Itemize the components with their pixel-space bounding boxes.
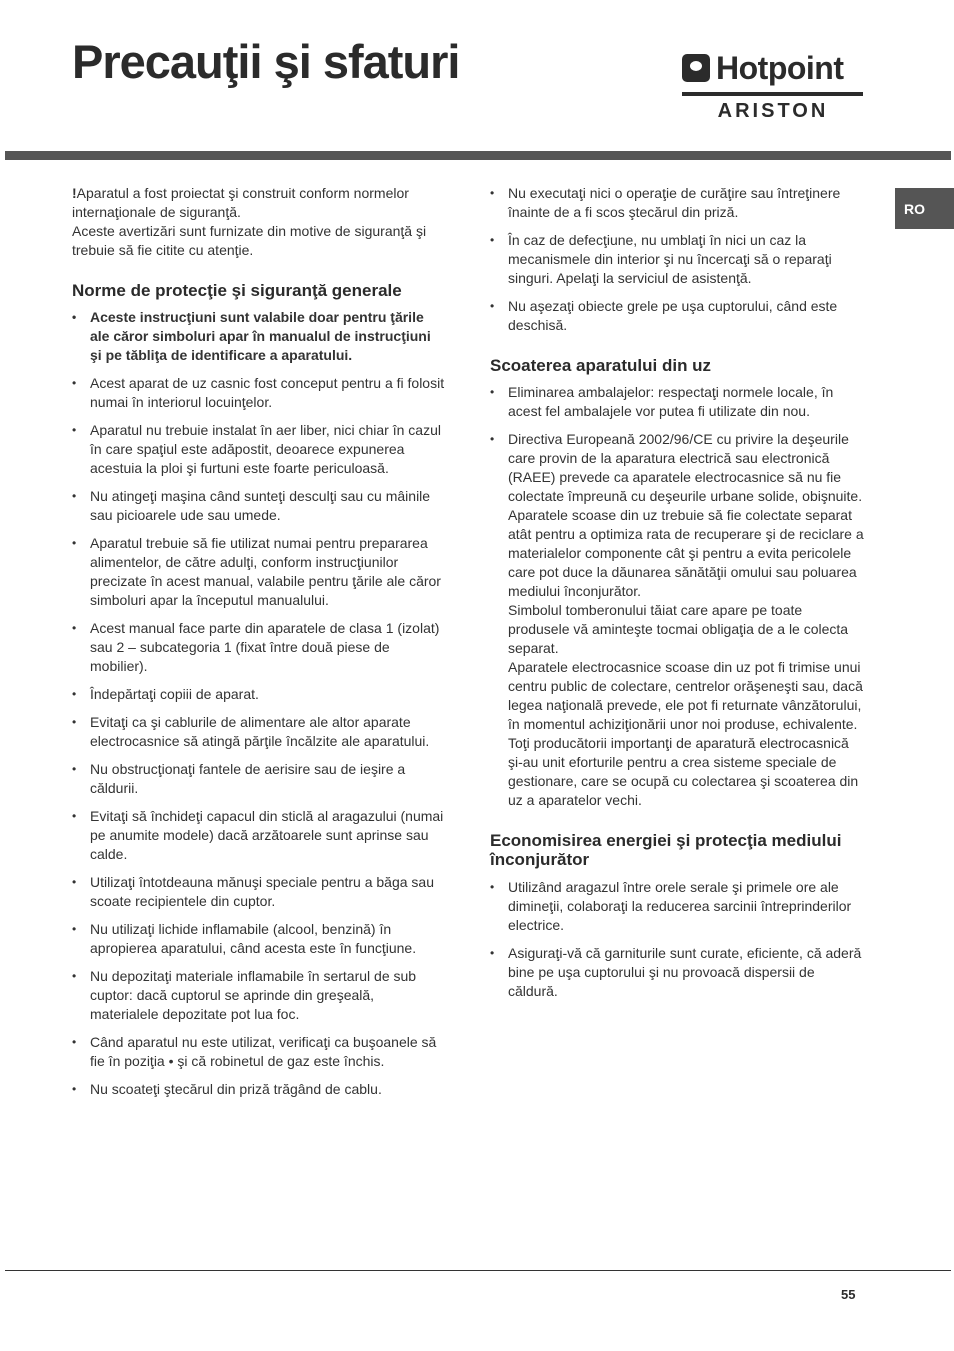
list-item: • Nu utilizaţi lichide inflamabile (alcool, benzină) în apropierea aparatului, când acesta este în funcţiune.: [72, 920, 446, 958]
section-heading-energy: Economisirea energiei şi protecţia mediului înconjurător: [490, 831, 842, 869]
list-item: • Aparatul nu trebuie instalat în aer liber, nici chiar în cazul în care spaţiul este adăpostit, deoarece expunerea acestuia la ploi şi furtuni este foarte periculoasă.: [72, 421, 446, 478]
logo-mark-icon: [682, 54, 710, 82]
logo-brand-text: Hotpoint: [716, 50, 844, 86]
page-number: 55: [841, 1287, 856, 1302]
list-item: • Nu obstrucţionaţi fantele de aerisire sau de ieşire a căldurii.: [72, 760, 446, 798]
general-rules-list: [72, 308, 446, 1099]
list-item: • Evitaţi să închideţi capacul din sticlă al aragazului (numai pe anumite modele) dacă arzătoarele sunt aprinse sau calde.: [72, 807, 446, 864]
intro-warning: [72, 184, 446, 260]
section-heading-disposal: Scoaterea aparatului din uz: [490, 356, 712, 375]
weee-paragraph-1: • Directiva Europeană 2002/96/CE cu privire la deşeurile care provin de la aparatura electrică sau electronică (RAEE) prevede ca aparatele electrocasnice să nu fie colectate împreună cu deşeurile urbane solide, obişnuite. Aparatele scoase din uz trebuie să fie colectate separat atât pentru a optimiza rata de recuperare şi de reciclare a materialelor componente cât şi pentru a evita pericolele care pot duce la dăunarea sănătăţii omului sau poluarea mediului înconjurător.: [508, 431, 864, 599]
weee-paragraph-4: Toţi producătorii importanţi de aparatură electrocasnică şi-au unit eforturile pentru a crea sisteme speciale de gestionare, care se ocupă cu colectarea şi scoaterea din uz a aparatelor vechi.: [508, 735, 859, 808]
list-item: • Acest aparat de uz casnic fost conceput pentru a fi folosit numai în interiorul locuinţelor.: [72, 374, 446, 412]
section-heading-general: Norme de protecţie şi siguranţă generale: [72, 281, 402, 300]
list-item: • Acest manual face parte din aparatele de clasa 1 (izolat) sau 2 – subcategoria 1 (fixat între două piese de mobilier).: [72, 619, 446, 676]
general-rules-list-continued: [490, 184, 866, 335]
list-item: • Nu atingeţi maşina când sunteţi desculţi sau cu mâinile sau picioarele ude sau umede.: [72, 487, 446, 525]
language-tab: RO: [895, 188, 954, 229]
list-item: • Utilizând aragazul între orele serale şi primele ore ale dimineţii, colaboraţi la reducerea sarcinii întreprinderilor electrice.: [490, 878, 866, 935]
right-column: [490, 184, 866, 1010]
list-item: • Eliminarea ambalajelor: respectaţi normele locale, în acest fel ambalajele vor putea fi utilizate din nou.: [490, 383, 866, 421]
list-item: • Asiguraţi-vă că garniturile sunt curate, eficiente, că aderă bine pe uşa cuptorului şi nu provoacă dispersii de căldură.: [490, 944, 866, 1001]
logo-sub-text: ARISTON: [717, 100, 829, 122]
list-item: • Aparatul trebuie să fie utilizat numai pentru prepararea alimentelor, de către adulţi, conform instrucţiunilor precizate în acest manual, valabile pentru ţările ale căror simboluri apar la începutul manualului.: [72, 534, 446, 610]
list-item: • Utilizaţi întotdeauna mănuşi speciale pentru a băga sau scoate recipientele din cuptor.: [72, 873, 446, 911]
intro-line-2: Aceste avertizări sunt furnizate din motive de siguranţă şi trebuie să fie citite cu atenţie.: [72, 223, 427, 258]
disposal-list: [490, 383, 866, 810]
weee-paragraph-3: Aparatele electrocasnice scoase din uz pot fi trimise unui centru public de colectare, centrelor orăşeneşti sau, dacă legea naţională prevede, ele pot fi returnate vânzătorului, în momentul achiziţionării unor noi produse, echivalente.: [508, 659, 863, 732]
list-item: • Când aparatul nu este utilizat, verificaţi ca buşoanele să fie în poziţia • şi că robinetul de gaz este închis.: [72, 1033, 446, 1071]
left-column: [72, 184, 446, 1108]
list-item: • Nu depozitaţi materiale inflamabile în sertarul de sub cuptor: dacă cuptorul se aprinde din greşeală, materialele depozitate pot lua foc.: [72, 967, 446, 1024]
brand-logo: [682, 50, 864, 126]
footer-rule: [5, 1270, 951, 1271]
list-item: • Nu aşezaţi obiecte grele pe uşa cuptorului, când este deschisă.: [490, 297, 866, 335]
list-item: • Nu executaţi nici o operaţie de curăţire sau întreţinere înainte de a fi scos ştecărul din priză.: [490, 184, 866, 222]
list-item: • Îndepărtaţi copiii de aparat.: [72, 685, 446, 704]
intro-line-1: !Aparatul a fost proiectat şi construit conform normelor internaţionale de siguranţă.: [72, 185, 409, 220]
list-item: • Aceste instrucţiuni sunt valabile doar pentru ţările ale căror simboluri apar în manualul de instrucţiuni şi pe tăbliţa de identificare a aparatului.: [72, 308, 446, 365]
weee-paragraph-2: Simbolul tomberonului tăiat care apare pe toate produsele vă aminteşte tocmai obligaţia de a le colecta separat.: [508, 602, 849, 656]
logo-divider: [682, 92, 863, 96]
energy-list: [490, 878, 866, 1001]
list-item: • În caz de defecţiune, nu umblaţi în nici un caz la mecanismele din interior şi nu încercaţi să o reparaţi singuri. Apelaţi la serviciul de asistenţă.: [490, 231, 866, 288]
warning-mark-icon: !: [72, 185, 77, 201]
list-item: [490, 430, 866, 810]
page-title: Precauţii şi sfaturi: [72, 35, 460, 88]
header-rule: [5, 151, 951, 160]
list-item: • Nu scoateţi ştecărul din priză trăgând de cablu.: [72, 1080, 446, 1099]
list-item: • Evitaţi ca şi cablurile de alimentare ale altor aparate electrocasnice să atingă părţile încălzite ale aparatului.: [72, 713, 446, 751]
